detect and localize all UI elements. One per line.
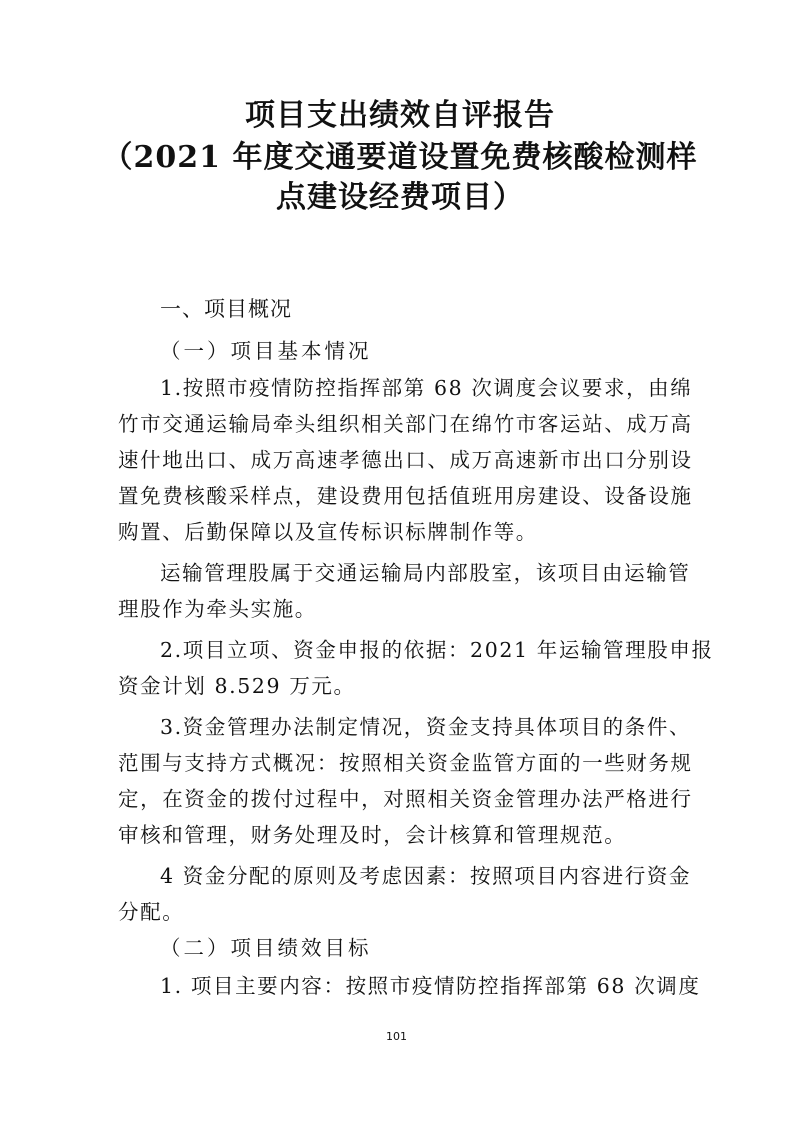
paragraph-2-line-1: 运输管理股属于交通运输局内部股室，该项目由运输管 [160, 561, 691, 585]
paragraph-1-line-3: 速什地出口、成万高速孝德出口、成万高速新市出口分别设 [118, 448, 693, 472]
paragraph-1-line-1: 1.按照市疫情防控指挥部第 68 次调度会议要求，由绵 [160, 376, 693, 400]
paragraph-3-line-2: 资金计划 8.529 万元。 [118, 674, 356, 698]
paragraph-1-line-2: 竹市交通运输局牵头组织相关部门在绵竹市客运站、成万高 [118, 412, 693, 436]
page-number: 101 [386, 1030, 407, 1043]
paragraph-4-line-3: 定，在资金的拨付过程中，对照相关资金管理办法严格进行 [118, 787, 693, 811]
paragraph-4-line-1: 3.资金管理办法制定情况，资金支持具体项目的条件、 [160, 715, 692, 739]
paragraph-1-line-5: 购置、后勤保障以及宣传标识标牌制作等。 [118, 520, 538, 544]
report-title-line-2: （2021 年度交通要道设置免费核酸检测样 [102, 140, 698, 175]
paragraph-1-line-4: 置免费核酸采样点，建设费用包括值班用房建设、设备设施 [118, 484, 693, 508]
subsection-heading-performance-goals: （二）项目绩效目标 [160, 936, 372, 960]
paragraph-5-line-2: 分配。 [118, 900, 185, 924]
paragraph-4-line-4: 审核和管理，财务处理及时，会计核算和管理规范。 [118, 823, 627, 847]
report-title-line-3: 点建设经费项目） [276, 180, 524, 215]
subsection-heading-basic-info: （一）项目基本情况 [160, 339, 372, 363]
report-title-line-1: 项目支出绩效自评报告 [245, 98, 555, 133]
paragraph-3-line-1: 2.项目立项、资金申报的依据：2021 年运输管理股申报 [160, 638, 714, 662]
section-heading-project-overview: 一、项目概况 [160, 297, 292, 321]
paragraph-5-line-1: 4 资金分配的原则及考虑因素：按照项目内容进行资金 [160, 864, 692, 888]
paragraph-6-line-1: 1. 项目主要内容：按照市疫情防控指挥部第 68 次调度 [160, 974, 701, 998]
paragraph-2-line-2: 理股作为牵头实施。 [118, 597, 317, 621]
paragraph-4-line-2: 范围与支持方式概况：按照相关资金监管方面的一些财务规 [118, 751, 693, 775]
